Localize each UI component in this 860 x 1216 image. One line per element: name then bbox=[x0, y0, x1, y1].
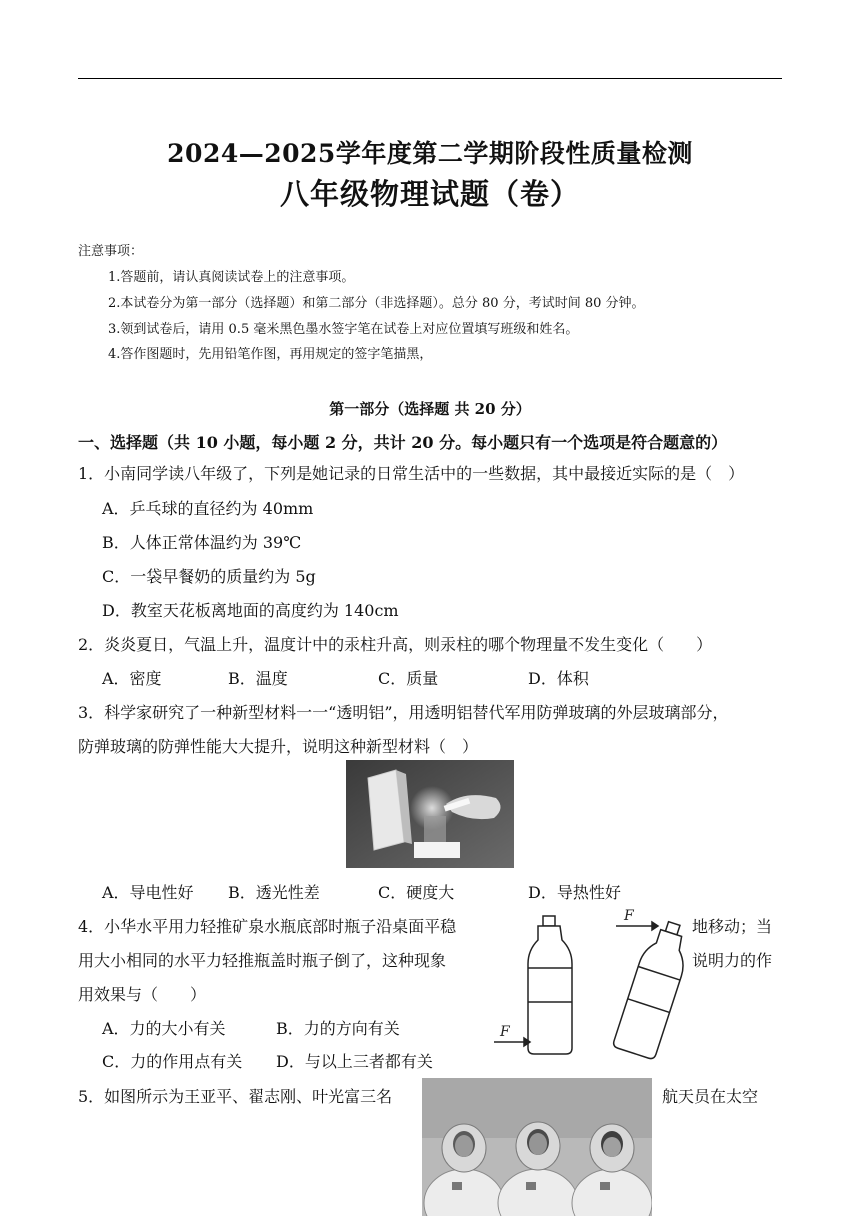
question-2-option-a: A．密度 bbox=[102, 669, 162, 688]
question-1-option-a: A．乒乓球的直径约为 40mm bbox=[102, 499, 314, 518]
question-4-stem-line2: 用大小相同的水平力轻推瓶盖时瓶子倒了，这种现象 bbox=[78, 951, 447, 970]
question-4-stem-line2-cont: 说明力的作 bbox=[692, 951, 773, 970]
question-2-stem: 2．炎炎夏日，气温上升，温度计中的汞柱升高，则汞柱的哪个物理量不发生变化（ ） bbox=[78, 635, 713, 654]
question-2-option-c: C．质量 bbox=[378, 669, 439, 688]
section-title: 第一部分（选择题 共 20 分） bbox=[329, 400, 531, 418]
question-4-stem-line3: 用效果与（ ） bbox=[78, 985, 207, 1004]
header-rule bbox=[78, 78, 782, 79]
question-4-stem-line1-cont: 地移动；当 bbox=[692, 917, 773, 936]
bottle-force-figure bbox=[490, 906, 690, 1062]
question-4-option-a: A．力的大小有关 bbox=[102, 1019, 226, 1038]
note-item: 3.领到试卷后，请用 0.5 毫米黑色墨水签字笔在试卷上对应位置填写班级和姓名。 bbox=[108, 322, 579, 337]
question-3-option-b: B．透光性差 bbox=[228, 883, 320, 902]
question-3-stem-line1: 3．科学家研究了一种新型材料一一“透明铝”，用透明铝替代军用防弹玻璃的外层玻璃部分， bbox=[78, 703, 729, 722]
question-1-stem: 1．小南同学读八年级了，下列是她记录的日常生活中的一些数据，其中最接近实际的是（ ） bbox=[78, 464, 745, 483]
exam-subtitle: 八年级物理试题（卷） bbox=[279, 177, 580, 211]
question-4-option-c: C．力的作用点有关 bbox=[102, 1052, 243, 1071]
force-label-top: F bbox=[624, 908, 634, 924]
question-5-stem: 5．如图所示为王亚平、翟志刚、叶光富三名 bbox=[78, 1087, 393, 1106]
note-item: 1.答题前，请认真阅读试卷上的注意事项。 bbox=[108, 270, 355, 285]
question-2-option-b: B．温度 bbox=[228, 669, 288, 688]
question-2-option-d: D．体积 bbox=[528, 669, 589, 688]
question-3-option-c: C．硬度大 bbox=[378, 883, 455, 902]
question-3-option-d: D．导热性好 bbox=[528, 883, 621, 902]
force-label-bottom: F bbox=[500, 1024, 510, 1040]
question-1-option-c: C．一袋早餐奶的质量约为 5g bbox=[102, 567, 316, 586]
question-4-option-d: D．与以上三者都有关 bbox=[276, 1052, 433, 1071]
astronauts-photo bbox=[422, 1078, 652, 1216]
transparent-aluminum-photo bbox=[346, 760, 514, 868]
question-3-option-a: A．导电性好 bbox=[102, 883, 194, 902]
note-item: 2.本试卷分为第一部分（选择题）和第二部分（非选择题）。总分 80 分，考试时间 80 分钟。 bbox=[108, 296, 645, 311]
question-1-option-d: D．教室天花板离地面的高度约为 140cm bbox=[102, 601, 399, 620]
question-4-stem-line1: 4．小华水平用力轻推矿泉水瓶底部时瓶子沿桌面平稳 bbox=[78, 917, 457, 936]
question-1-option-b: B．人体正常体温约为 39℃ bbox=[102, 533, 302, 552]
question-5-stem-cont: 航天员在太空 bbox=[662, 1087, 759, 1106]
exam-title: 2024—2025学年度第二学期阶段性质量检测 bbox=[167, 139, 693, 168]
note-item: 4.答作图题时，先用铅笔作图，再用规定的签字笔描黑， bbox=[108, 347, 433, 362]
question-3-stem-line2: 防弹玻璃的防弹性能大大提升，说明这种新型材料（ ） bbox=[78, 737, 479, 756]
question-4-option-b: B．力的方向有关 bbox=[276, 1019, 400, 1038]
part-heading: 一、选择题（共 10 小题，每小题 2 分，共计 20 分。每小题只有一个选项是符合题意的） bbox=[78, 433, 728, 452]
notes-heading: 注意事项： bbox=[78, 244, 144, 259]
